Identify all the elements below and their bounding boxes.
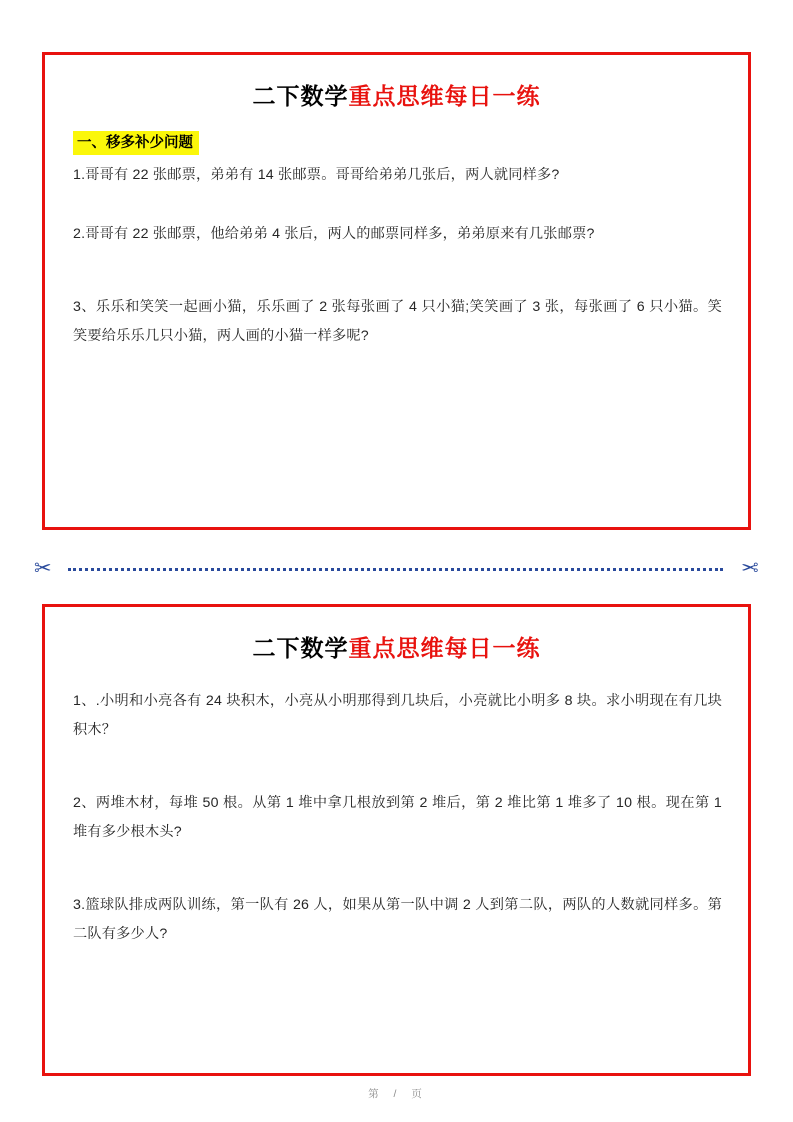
footer-slash: / bbox=[393, 1088, 400, 1100]
worksheet-1-question-1: 1.哥哥有 22 张邮票，弟弟有 14 张邮票。哥哥给弟弟几张后，两人就同样多? bbox=[73, 167, 560, 184]
page-footer bbox=[0, 1086, 793, 1101]
scissors-icon-left: ✂ bbox=[34, 557, 52, 580]
worksheet-2-title-red: 重点思维每日一练 bbox=[348, 636, 541, 662]
worksheet-2-question-2: 2、两堆木材，每堆 50 根。从第 1 堆中拿几根放到第 2 堆后，第 2 堆比第 1 堆多了 10 根。现在第 1 堆有多少根木头? bbox=[73, 795, 722, 841]
scissors-icon-right: ✂ bbox=[741, 557, 759, 580]
worksheet-2-title-black: 二下数学 bbox=[252, 636, 349, 662]
worksheet-2-question-3: 3.篮球队排成两队训练，第一队有 26 人，如果从第一队中调 2 人到第二队，两队的人数就同样多。第二队有多少人? bbox=[73, 897, 722, 943]
worksheet-card-1 bbox=[42, 52, 751, 530]
worksheet-2-question-1: 1、.小明和小亮各有 24 块积木，小亮从小明那得到几块后，小亮就比小明多 8 块。求小明现在有几块积木？ bbox=[73, 692, 722, 738]
worksheet-card-2 bbox=[42, 604, 751, 1076]
footer-page-unit: 页 bbox=[411, 1088, 425, 1100]
worksheet-1-question-2: 2.哥哥有 22 张邮票，他给弟弟 4 张后，两人的邮票同样多，弟弟原来有几张邮票? bbox=[73, 226, 595, 243]
footer-page-word: 第 bbox=[368, 1088, 382, 1100]
worksheet-1-title bbox=[71, 83, 722, 113]
worksheet-2-content bbox=[45, 607, 748, 966]
worksheet-1-question-3: 3、乐乐和笑笑一起画小猫，乐乐画了 2 张每张画了 4 只小猫;笑笑画了 3 张，每张画了 6 只小猫。笑笑要给乐乐几只小猫，两人画的小猫一样多呢? bbox=[73, 299, 722, 345]
dashed-cut-divider bbox=[68, 568, 723, 571]
worksheet-1-section-heading: 一、移多补少问题 bbox=[73, 131, 199, 155]
worksheet-1-title-red: 重点思维每日一练 bbox=[348, 84, 541, 110]
cut-line bbox=[28, 556, 765, 582]
worksheet-1-title-black: 二下数学 bbox=[252, 84, 349, 110]
worksheet-2-title bbox=[71, 635, 722, 665]
worksheet-1-content bbox=[45, 55, 748, 367]
